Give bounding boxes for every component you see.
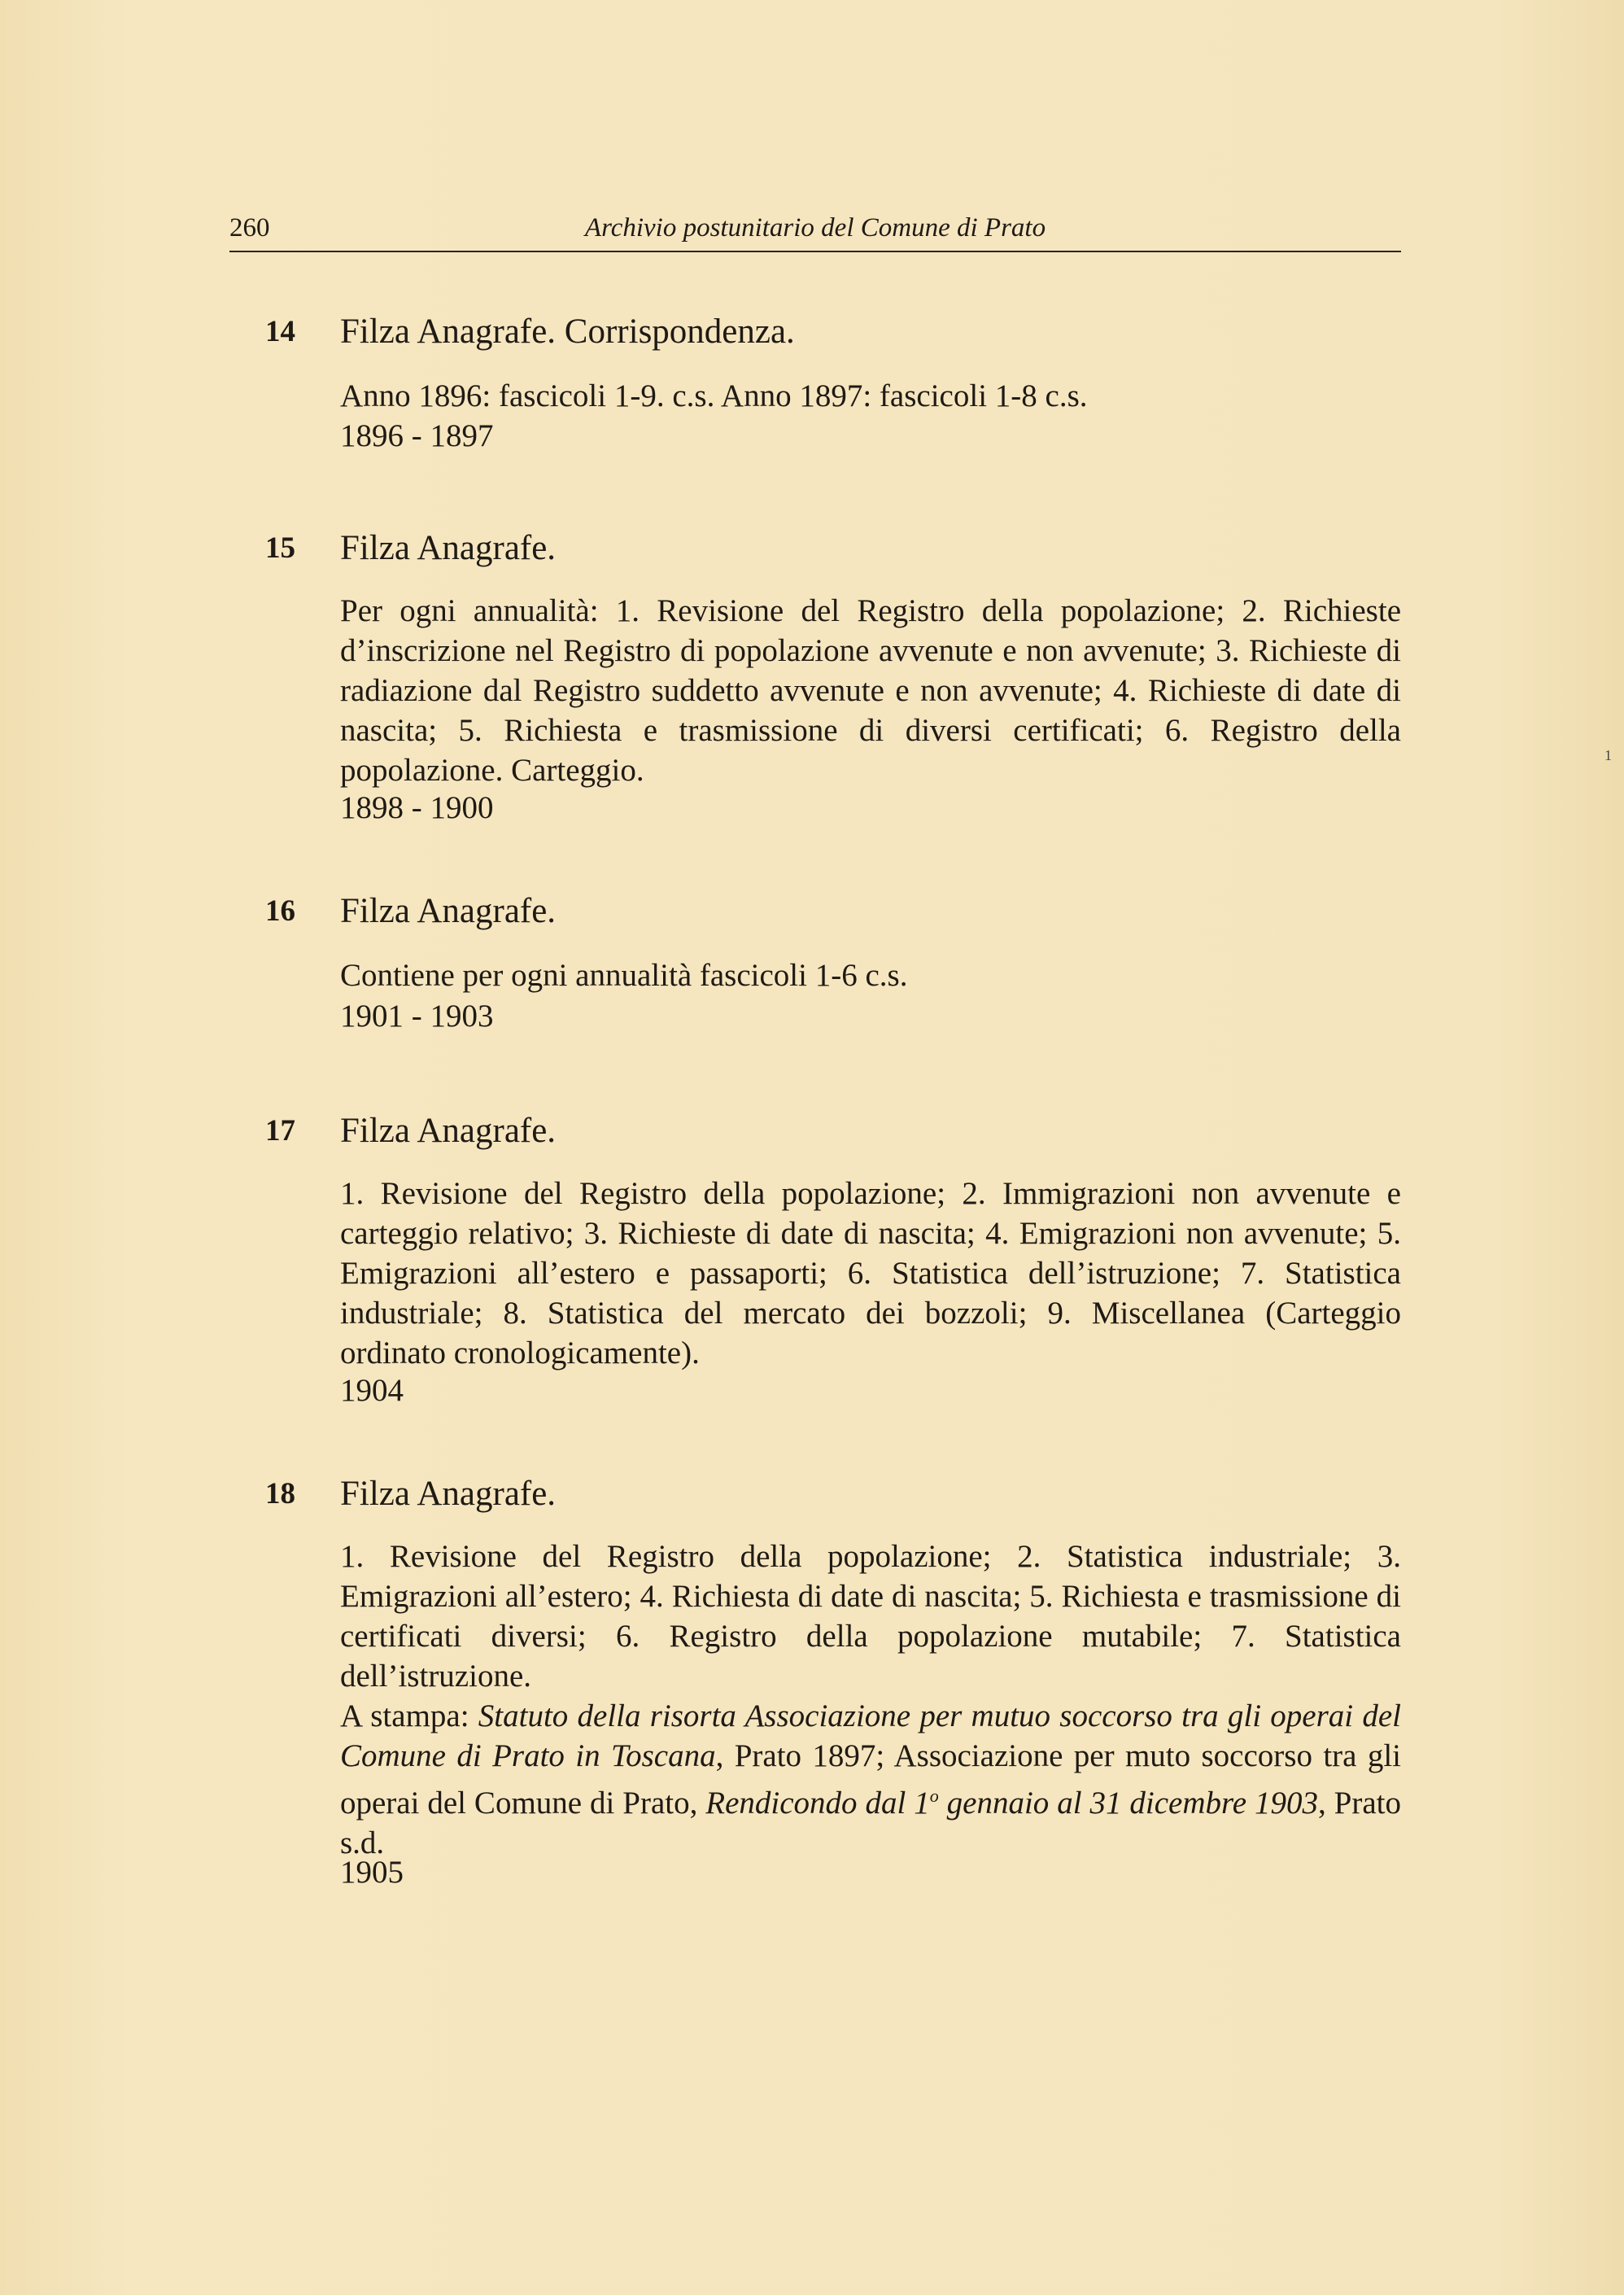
entry-dates: 1896 - 1897 — [340, 418, 494, 453]
entry-title: Filza Anagrafe. — [340, 1475, 557, 1513]
entry-description: Anno 1896: fascicoli 1-9. c.s. Anno 1897: fascicoli 1-8 c.s. — [340, 378, 1088, 413]
page-number: 260 — [229, 213, 270, 243]
printed-work-title: Statuto della risorta Associazione per mutuo soccorso tra gli operai del Comune di Prato in Toscana — [340, 1698, 1401, 1773]
entry-description: 1. Revisione del Registro della popolazione; 2. Statistica industriale; 3. Emigrazioni all’estero; 4. Richiesta di date di nascita; 5. Richiesta e trasmissione di certificati diversi; 6. Registro della popolazione mutabile; 7. Statistica dell’istruzione. A stampa: Statuto della risorta Associazione per mutuo soccorso tra gli operai del Comune di Prato in Toscana, Prato 1897; Associazione per muto soccorso tra gli operai del Comune di Prato, Rendicondo dal 1$^o$ gennaio al 31 dicembre 1903, Prato s.d. — [340, 1537, 1401, 1863]
entry-description: Per ogni annualità: 1. Revisione del Registro della popolazione; 2. Richieste d’inscrizione nel Registro di popolazione avvenute e non avvenute; 3. Richieste di radiazione dal Registro suddetto avvenute e non avvenute; 4. Richieste di date di nascita; 5. Richiesta e trasmissione di diversi certificati; 6. Registro della popolazione. Carteggio. — [340, 593, 1401, 788]
entry-number: 16 — [265, 894, 295, 928]
entry-number: 15 — [265, 531, 295, 565]
entry-title: Filza Anagrafe. — [340, 529, 557, 567]
printed-work-title: Rendicondo dal 1$^o$ gennaio al 31 dicembre 1903 — [705, 1786, 1318, 1821]
entry-title: Filza Anagrafe. — [340, 892, 557, 930]
entry-dates: 1905 — [340, 1855, 404, 1890]
entry-number: 18 — [265, 1477, 295, 1510]
page-header — [229, 210, 1401, 252]
margin-mark: 1 — [1604, 747, 1612, 763]
entry-title: Filza Anagrafe. — [340, 1112, 557, 1150]
entry-description: 1. Revisione del Registro della popolazione; 2. Immigrazioni non avvenute e carteggio relativo; 3. Richieste di date di nascita; 4. Emigrazioni non avvenute; 5. Emigrazioni all’estero e passaporti; 6. Statistica dell’istruzione; 7. Statistica industriale; 8. Statistica del mercato dei bozzoli; 9. Miscellanea (Carteggio ordinato cronologicamente). — [340, 1176, 1401, 1370]
entry-number: 14 — [265, 315, 295, 348]
entry-description: Contiene per ogni annualità fascicoli 1-6 c.s. — [340, 958, 908, 993]
entry-title: Filza Anagrafe. Corrispondenza. — [340, 313, 795, 351]
entry-dates: 1898 - 1900 — [340, 790, 494, 825]
printed-works: A stampa: Statuto della risorta Associazione per mutuo soccorso tra gli operai del Comune di Prato in Toscana, Prato 1897; Associazione per muto soccorso tra gli operai del Comune di Prato, Rendicondo dal 1$^o$ gennaio al 31 dicembre 1903, Prato s.d. — [340, 1698, 1402, 1860]
entry-dates: 1904 — [340, 1373, 404, 1408]
entry-number: 17 — [265, 1114, 295, 1148]
entry-dates: 1901 - 1903 — [340, 999, 494, 1034]
running-title: Archivio postunitario del Comune di Prato — [584, 213, 1046, 243]
